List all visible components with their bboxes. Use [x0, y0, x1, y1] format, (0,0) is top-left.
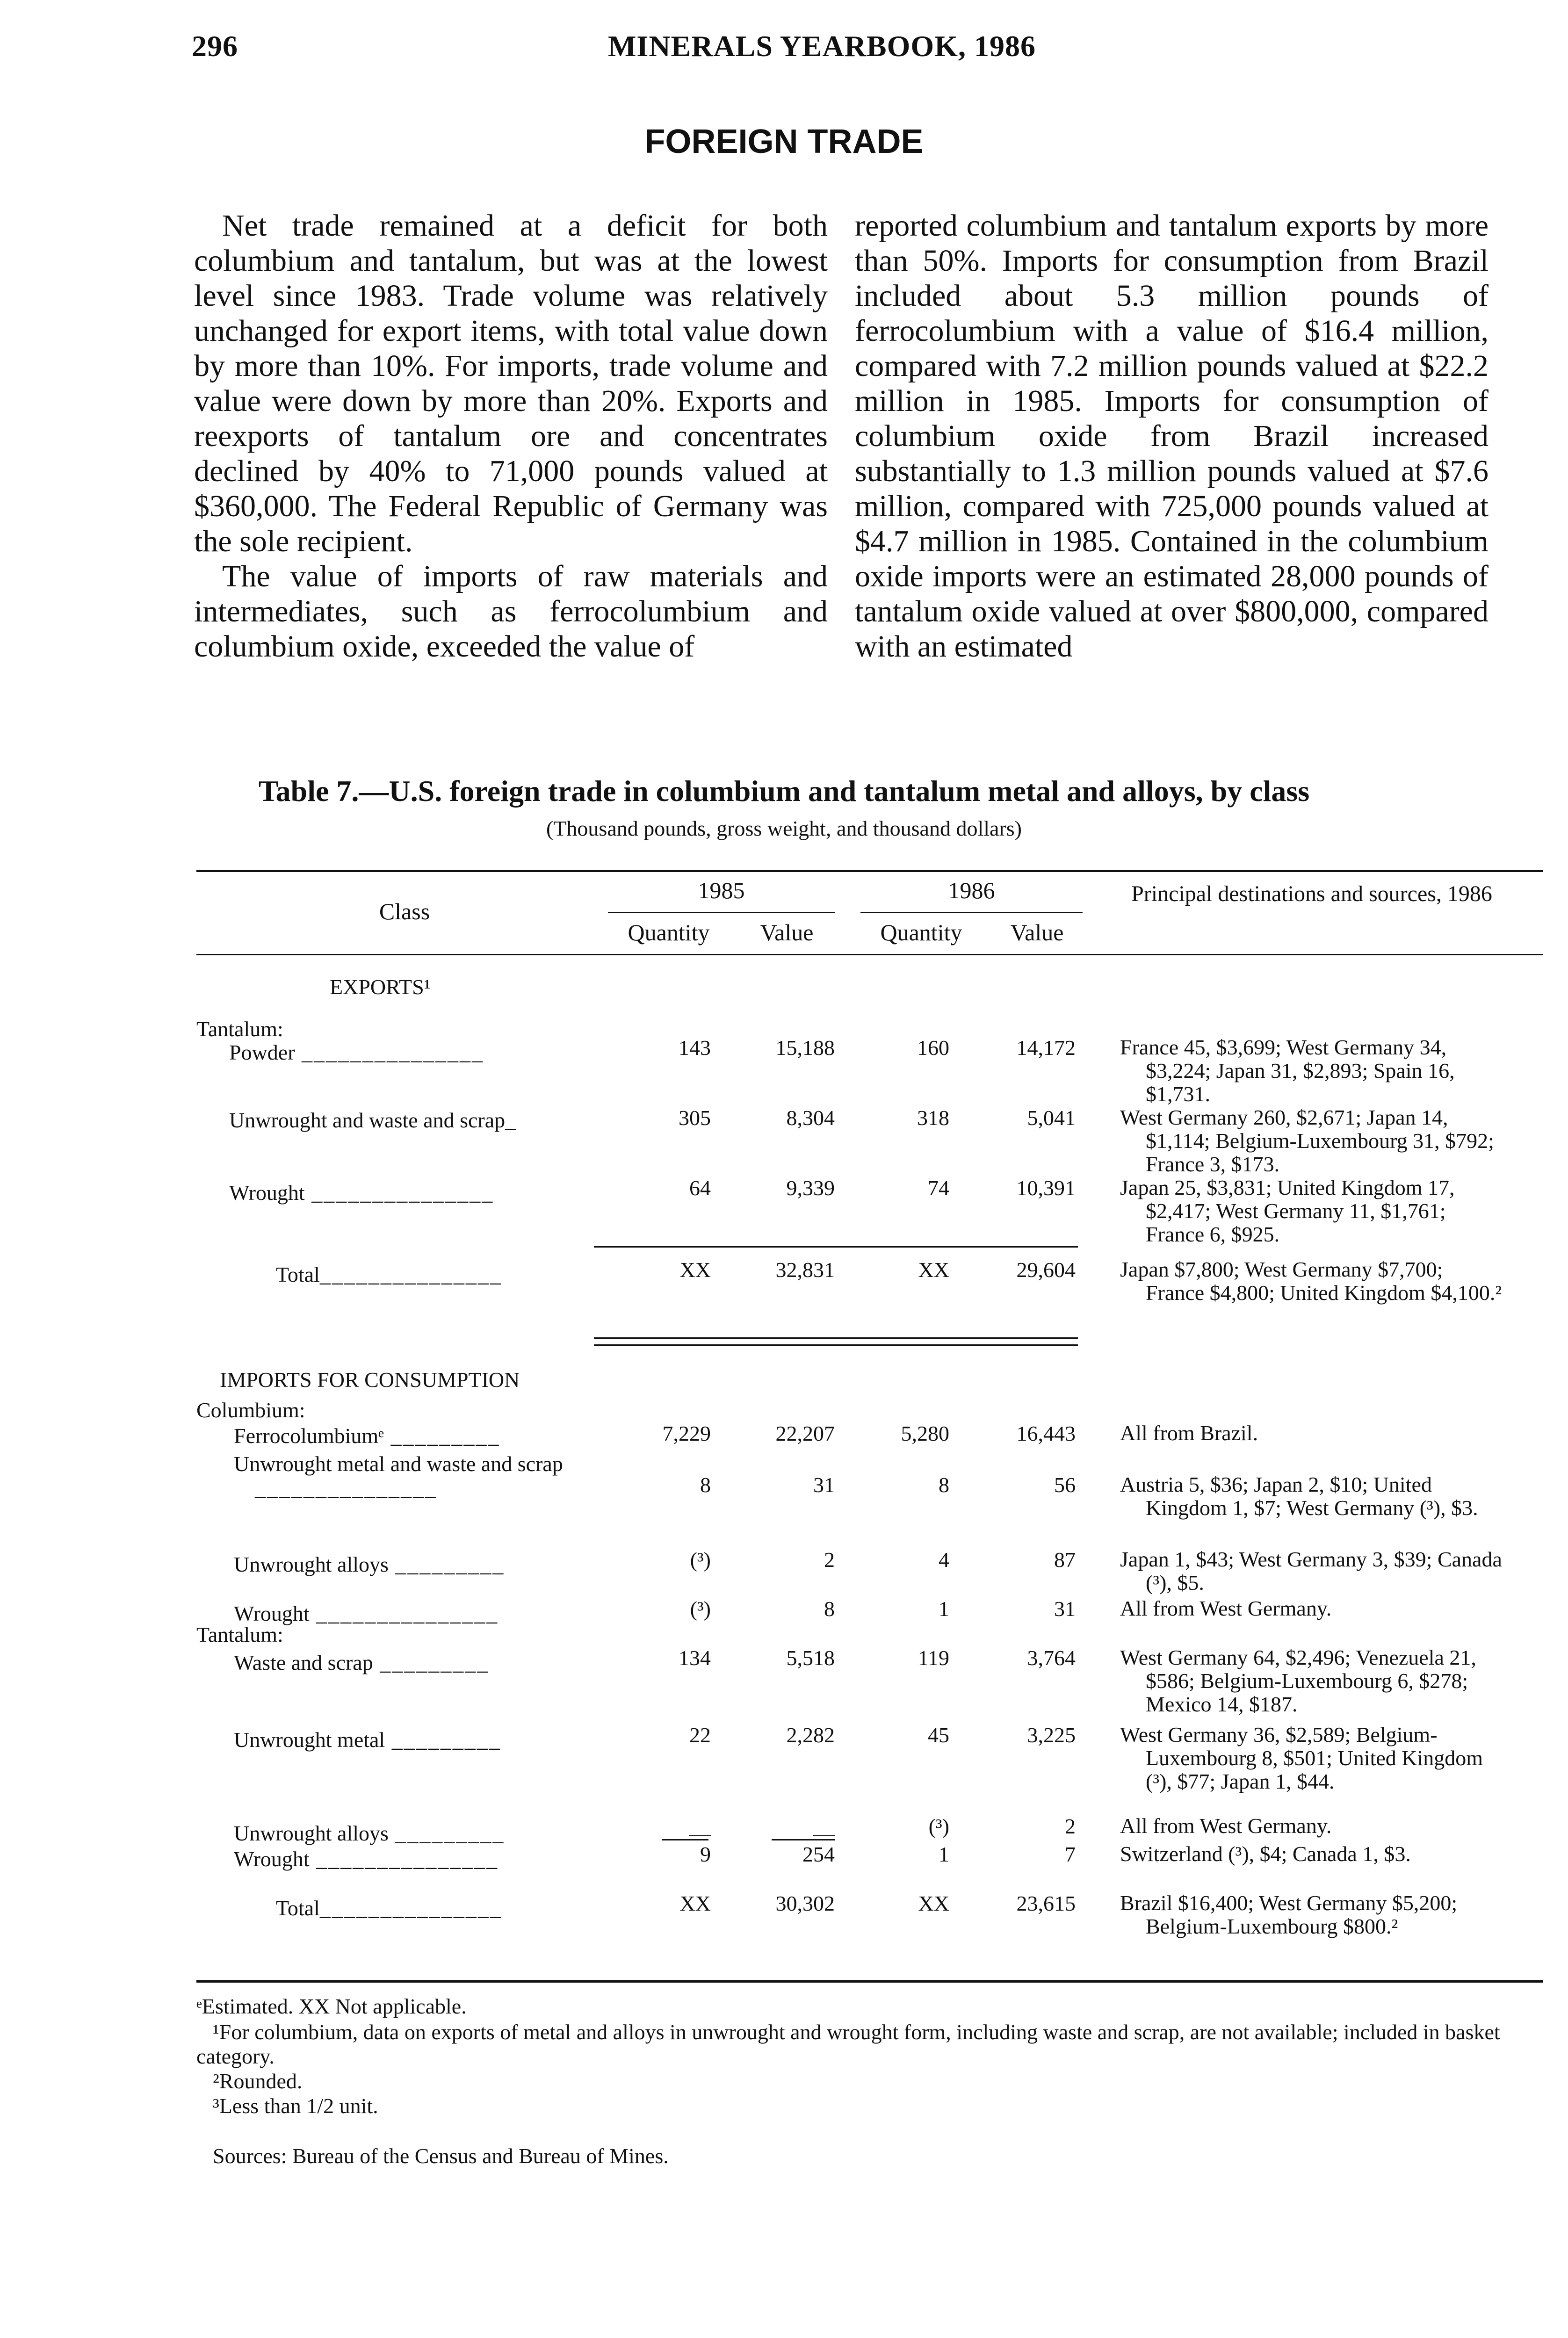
cell-destinations: Japan 25, $3,831; United Kingdom 17, $2,417; West Germany 11, $1,761; France 6, $925.: [1120, 1176, 1455, 1246]
table-row-label-total: Total_______________: [276, 1896, 502, 1920]
cell-value-1986: 31: [1054, 1597, 1076, 1621]
cell-quantity-1985: 143: [679, 1036, 711, 1060]
cell-destinations: Austria 5, $36; Japan 2, $10; United Kingdom 1, $7; West Germany (³), $3.: [1120, 1472, 1478, 1520]
cell-destinations: West Germany 36, $2,589; Belgium-Luxembourg 8, $501; United Kingdom (³), $77; Japan 1, $44.: [1120, 1723, 1483, 1793]
col-header-1985: 1985: [698, 877, 745, 903]
cell-quantity-1986: 74: [928, 1176, 949, 1200]
cell-quantity-1986: 1: [939, 1842, 949, 1866]
running-title: MINERALS YEARBOOK, 1986: [608, 29, 1036, 63]
section-title: FOREIGN TRADE: [644, 123, 924, 160]
cell-value-1985: 9,339: [786, 1176, 835, 1200]
cell-destinations: West Germany 260, $2,671; Japan 14, $1,114; Belgium-Luxembourg 31, $792; France 3, $173.: [1120, 1105, 1494, 1176]
cell-quantity-1986: (³): [928, 1814, 949, 1838]
cell-value-1985: 8: [824, 1597, 835, 1621]
cell-value-1986: 16,443: [1016, 1422, 1076, 1445]
cell-value-1986: 3,225: [1027, 1723, 1076, 1747]
cell-quantity-1986: 1: [939, 1597, 949, 1621]
paragraph: The value of imports of raw materials and intermediates, such as ferrocolumbium and columbium oxide, exceeded the value of: [194, 559, 828, 664]
table-row-label: Unwrought metal and waste and scrap _______________: [234, 1452, 563, 1500]
cell-value-1985: 5,518: [786, 1646, 835, 1670]
cell-value-1985: 30,302: [775, 1891, 835, 1915]
cell-value-1986: 7: [1065, 1842, 1076, 1866]
year-1985-rule: [608, 912, 835, 913]
cell-destinations: West Germany 64, $2,496; Venezuela 21, $586; Belgium-Luxembourg 6, $278; Mexico 14, $187.: [1120, 1645, 1476, 1716]
cell-value-1986: 14,172: [1016, 1036, 1076, 1060]
group-label-columbium: Columbium:: [196, 1398, 305, 1422]
cell-quantity-1986: 45: [928, 1723, 949, 1747]
cell-value-1986: 56: [1054, 1473, 1076, 1497]
cell-value-1986: 3,764: [1027, 1646, 1076, 1670]
cell-destinations: Japan 1, $43; West Germany 3, $39; Canada (³), $5.: [1120, 1547, 1502, 1595]
cell-value-1986: 2: [1065, 1814, 1076, 1838]
double-rule-top: [594, 1337, 1078, 1339]
footnote: ¹For columbium, data on exports of metal and alloys in unwrought and wrought form, including waste and scrap, are not available; included in basket category.: [196, 2020, 1500, 2068]
group-label-tantalum: Tantalum:: [196, 1017, 283, 1041]
paragraph: Net trade remained at a deficit for both columbium and tantalum, but was at the lowest level since 1983. Trade volume was relatively unchanged for export items, with total value down by more than 10%. For imports, trade volume and value were down by more than 20%. Exports and reexports of tantalum ore and concentrates declined by 40% to 71,000 pounds valued at $360,000. The Federal Republic of Germany was the sole recipient.: [194, 209, 828, 558]
cell-value-1986: 23,615: [1016, 1891, 1076, 1915]
table-row-label: Wrought _______________: [234, 1847, 499, 1871]
cell-destinations: Switzerland (³), $4; Canada 1, $3.: [1120, 1842, 1411, 1866]
cell-destinations: Japan $7,800; West Germany $7,700; France $4,800; United Kingdom $4,100.²: [1120, 1257, 1502, 1305]
total-rule: [594, 1246, 1078, 1248]
col-header-quantity: Quantity: [628, 919, 710, 945]
cell-quantity-1985: 8: [700, 1473, 711, 1497]
cell-underline: [662, 1839, 708, 1840]
table-row-label: Unwrought and waste and scrap_: [229, 1108, 518, 1132]
cell-quantity-1985: 9: [700, 1842, 711, 1866]
table-row-label: Unwrought alloys _________: [234, 1552, 505, 1576]
col-header-1986: 1986: [948, 877, 995, 903]
table-top-rule: [196, 870, 1543, 872]
cell-value-1986: 87: [1054, 1548, 1076, 1572]
table-row-label: Powder _______________: [229, 1040, 484, 1064]
col-header-class: Class: [379, 898, 430, 924]
cell-value-1985: 32,831: [775, 1258, 835, 1282]
paragraph: reported columbium and tantalum exports by more than 50%. Imports for consumption from Brazil included about 5.3 million pounds of ferrocolumbium with a value of $16.4 million, compared with 7.2 million pounds valued at $22.2 million in 1985. Imports for consumption of columbium oxide from Brazil increased substantially to 1.3 million pounds valued at $7.6 million, compared with 725,000 pounds valued at $4.7 million in 1985. Contained in the columbium oxide imports were an estimated 28,000 pounds of tantalum oxide valued at over $800,000, compared with an estimated: [855, 209, 1489, 664]
cell-destinations: France 45, $3,699; West Germany 34, $3,224; Japan 31, $2,893; Spain 16, $1,731.: [1120, 1035, 1455, 1106]
section-heading-imports: IMPORTS FOR CONSUMPTION: [220, 1368, 520, 1392]
cell-quantity-1985: (³): [690, 1597, 711, 1621]
cell-quantity-1986: 4: [939, 1548, 949, 1572]
cell-quantity-1985: 134: [679, 1646, 711, 1670]
section-heading-exports: EXPORTS¹: [330, 975, 431, 999]
cell-quantity-1985: 64: [689, 1176, 711, 1200]
cell-underline: [772, 1839, 835, 1840]
cell-value-1985: 22,207: [775, 1422, 835, 1445]
year-1986-rule: [860, 912, 1083, 913]
cell-quantity-1986: 8: [939, 1473, 949, 1497]
cell-quantity-1985: 22: [689, 1723, 711, 1747]
group-label-tantalum: Tantalum:: [196, 1623, 283, 1646]
table-row-label: Unwrought alloys _________: [234, 1821, 505, 1845]
cell-quantity-1985: XX: [679, 1258, 711, 1282]
table-header-rule: [196, 954, 1543, 955]
cell-quantity-1986: XX: [918, 1891, 949, 1915]
cell-value-1986: 5,041: [1027, 1106, 1076, 1130]
cell-value-1985: 15,188: [775, 1036, 835, 1060]
cell-quantity-1986: XX: [918, 1258, 949, 1282]
cell-quantity-1986: 5,280: [901, 1422, 949, 1445]
cell-quantity-1985: 305: [679, 1106, 711, 1130]
cell-value-1985: 254: [802, 1842, 835, 1866]
cell-value-1985: 8,304: [786, 1106, 835, 1130]
cell-value-1985: 2,282: [786, 1723, 835, 1747]
cell-value-1985: __: [813, 1814, 835, 1838]
table-title: Table 7.—U.S. foreign trade in columbium and tantalum metal and alloys, by class: [258, 774, 1310, 808]
cell-quantity-1985: (³): [690, 1548, 711, 1572]
cell-value-1985: 31: [813, 1473, 835, 1497]
cell-quantity-1986: 160: [917, 1036, 949, 1060]
footnote: ᵉEstimated. XX Not applicable.: [196, 1994, 467, 2018]
col-header-value: Value: [1010, 919, 1064, 945]
cell-quantity-1985: XX: [679, 1891, 711, 1915]
table-row-label: Ferrocolumbiumᵉ _________: [234, 1424, 500, 1448]
table-subtitle: (Thousand pounds, gross weight, and thousand dollars): [546, 816, 1022, 840]
cell-value-1986: 29,604: [1016, 1258, 1076, 1282]
double-rule-bottom: [594, 1344, 1078, 1346]
col-header-destinations: Principal destinations and sources, 1986: [1131, 881, 1492, 906]
footnote: ²Rounded.: [213, 2069, 303, 2093]
cell-quantity-1985: 7,229: [662, 1422, 711, 1445]
cell-destinations: All from West Germany.: [1120, 1814, 1332, 1838]
cell-value-1986: 10,391: [1016, 1176, 1076, 1200]
col-header-value: Value: [760, 919, 814, 945]
cell-quantity-1985: __: [689, 1814, 711, 1838]
page-number: 296: [192, 29, 238, 63]
table-row-label-total: Total_______________: [276, 1263, 502, 1286]
footnote: ³Less than 1/2 unit.: [213, 2094, 378, 2118]
table-row-label: Wrought _______________: [234, 1602, 499, 1625]
table-row-label: Wrought _______________: [229, 1181, 494, 1205]
sources-note: Sources: Bureau of the Census and Bureau of Mines.: [213, 2144, 669, 2168]
text-column-left: [194, 208, 828, 664]
cell-quantity-1986: 318: [917, 1106, 949, 1130]
cell-value-1985: 2: [824, 1548, 835, 1572]
cell-destinations: All from West Germany.: [1120, 1596, 1332, 1620]
text-column-right: [855, 208, 1489, 664]
cell-quantity-1986: 119: [918, 1646, 949, 1670]
table-row-label: Waste and scrap _________: [234, 1651, 490, 1674]
table-row-label: Unwrought metal _________: [234, 1728, 501, 1752]
cell-destinations: All from Brazil.: [1120, 1421, 1258, 1445]
cell-destinations: Brazil $16,400; West Germany $5,200; Belgium-Luxembourg $800.²: [1120, 1891, 1458, 1938]
table-bottom-rule: [196, 1980, 1543, 1983]
col-header-quantity: Quantity: [880, 919, 962, 945]
